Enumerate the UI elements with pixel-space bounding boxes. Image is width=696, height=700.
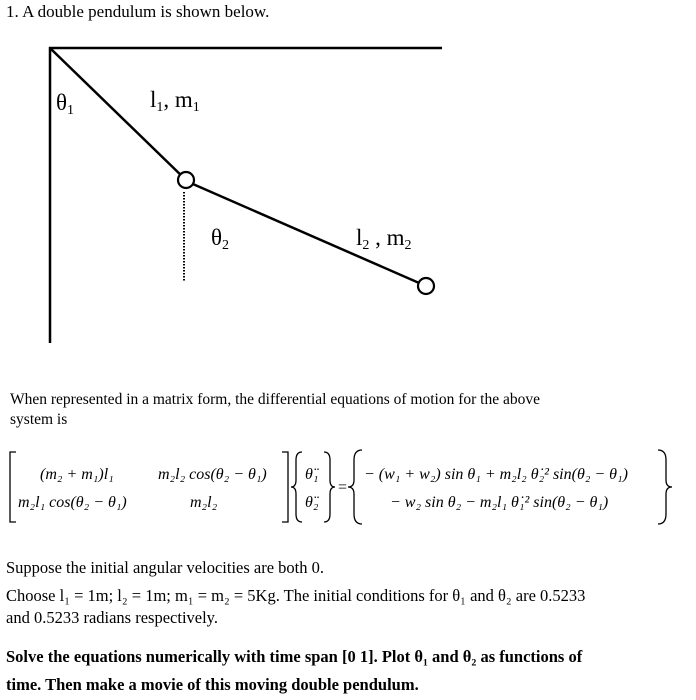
mass-1 xyxy=(178,172,194,188)
matrix-left-bracket xyxy=(10,452,16,522)
mass-2 xyxy=(418,278,434,294)
matrix-m21: m₂l₁ cos(θ₂ − θ₁) xyxy=(18,494,127,511)
body-line-5: time. Then make a movie of this moving double pendulum. xyxy=(6,675,419,694)
vector-right-brace xyxy=(324,452,335,522)
equals-sign: = xyxy=(338,479,348,496)
theta2-label: θ2 xyxy=(211,225,230,253)
matrix-m11: (m₂ + m₁)l₁ xyxy=(40,466,114,483)
rhs-right-brace xyxy=(658,450,672,524)
rhs-row-1: − (w₁ + w₂) sin θ₁ + m₂l₂ θ̇₂² sin(θ₂ − θ₁) xyxy=(364,466,628,483)
body-line-4: Solve the equations numerically with time span [0 1]. Plot θ₁ and θ₂ as functions of xyxy=(6,647,583,666)
matrix-m12: m₂l₂ cos(θ₂ − θ₁) xyxy=(158,466,267,483)
body-line-2: Choose l₁ = 1m; l₂ = 1m; m₁ = m₂ = 5Kg. The initial conditions for θ₁ and θ₂ are 0.5233 xyxy=(6,586,586,605)
vector-left-brace xyxy=(291,452,302,522)
rhs-row-2: − w₂ sin θ₂ − m₂l₁ θ̇₁² sin(θ₂ − θ₁) xyxy=(390,494,609,511)
question-number: 1. xyxy=(6,2,19,21)
link1-label: l1, m1 xyxy=(150,87,200,115)
body-line-1: Suppose the initial angular velocities are both 0. xyxy=(6,558,325,577)
link2-label: l2 , m2 xyxy=(356,225,412,253)
matrix-m22: m₂l₂ xyxy=(190,494,218,511)
intro-line-1: When represented in a matrix form, the differential equations of motion for the above xyxy=(10,391,540,408)
matrix-right-bracket xyxy=(282,452,288,522)
question-heading-text: A double pendulum is shown below. xyxy=(22,2,270,21)
intro-line-2: system is xyxy=(10,411,68,428)
vector-theta2-ddot: θ̈₂ xyxy=(305,494,319,511)
matrix-equation xyxy=(0,446,696,530)
vector-theta1-ddot: θ̈₁ xyxy=(305,466,319,483)
body-line-3: and 0.5233 radians respectively. xyxy=(6,608,218,627)
rhs-left-brace xyxy=(348,450,362,524)
theta1-label: θ1 xyxy=(56,90,75,118)
